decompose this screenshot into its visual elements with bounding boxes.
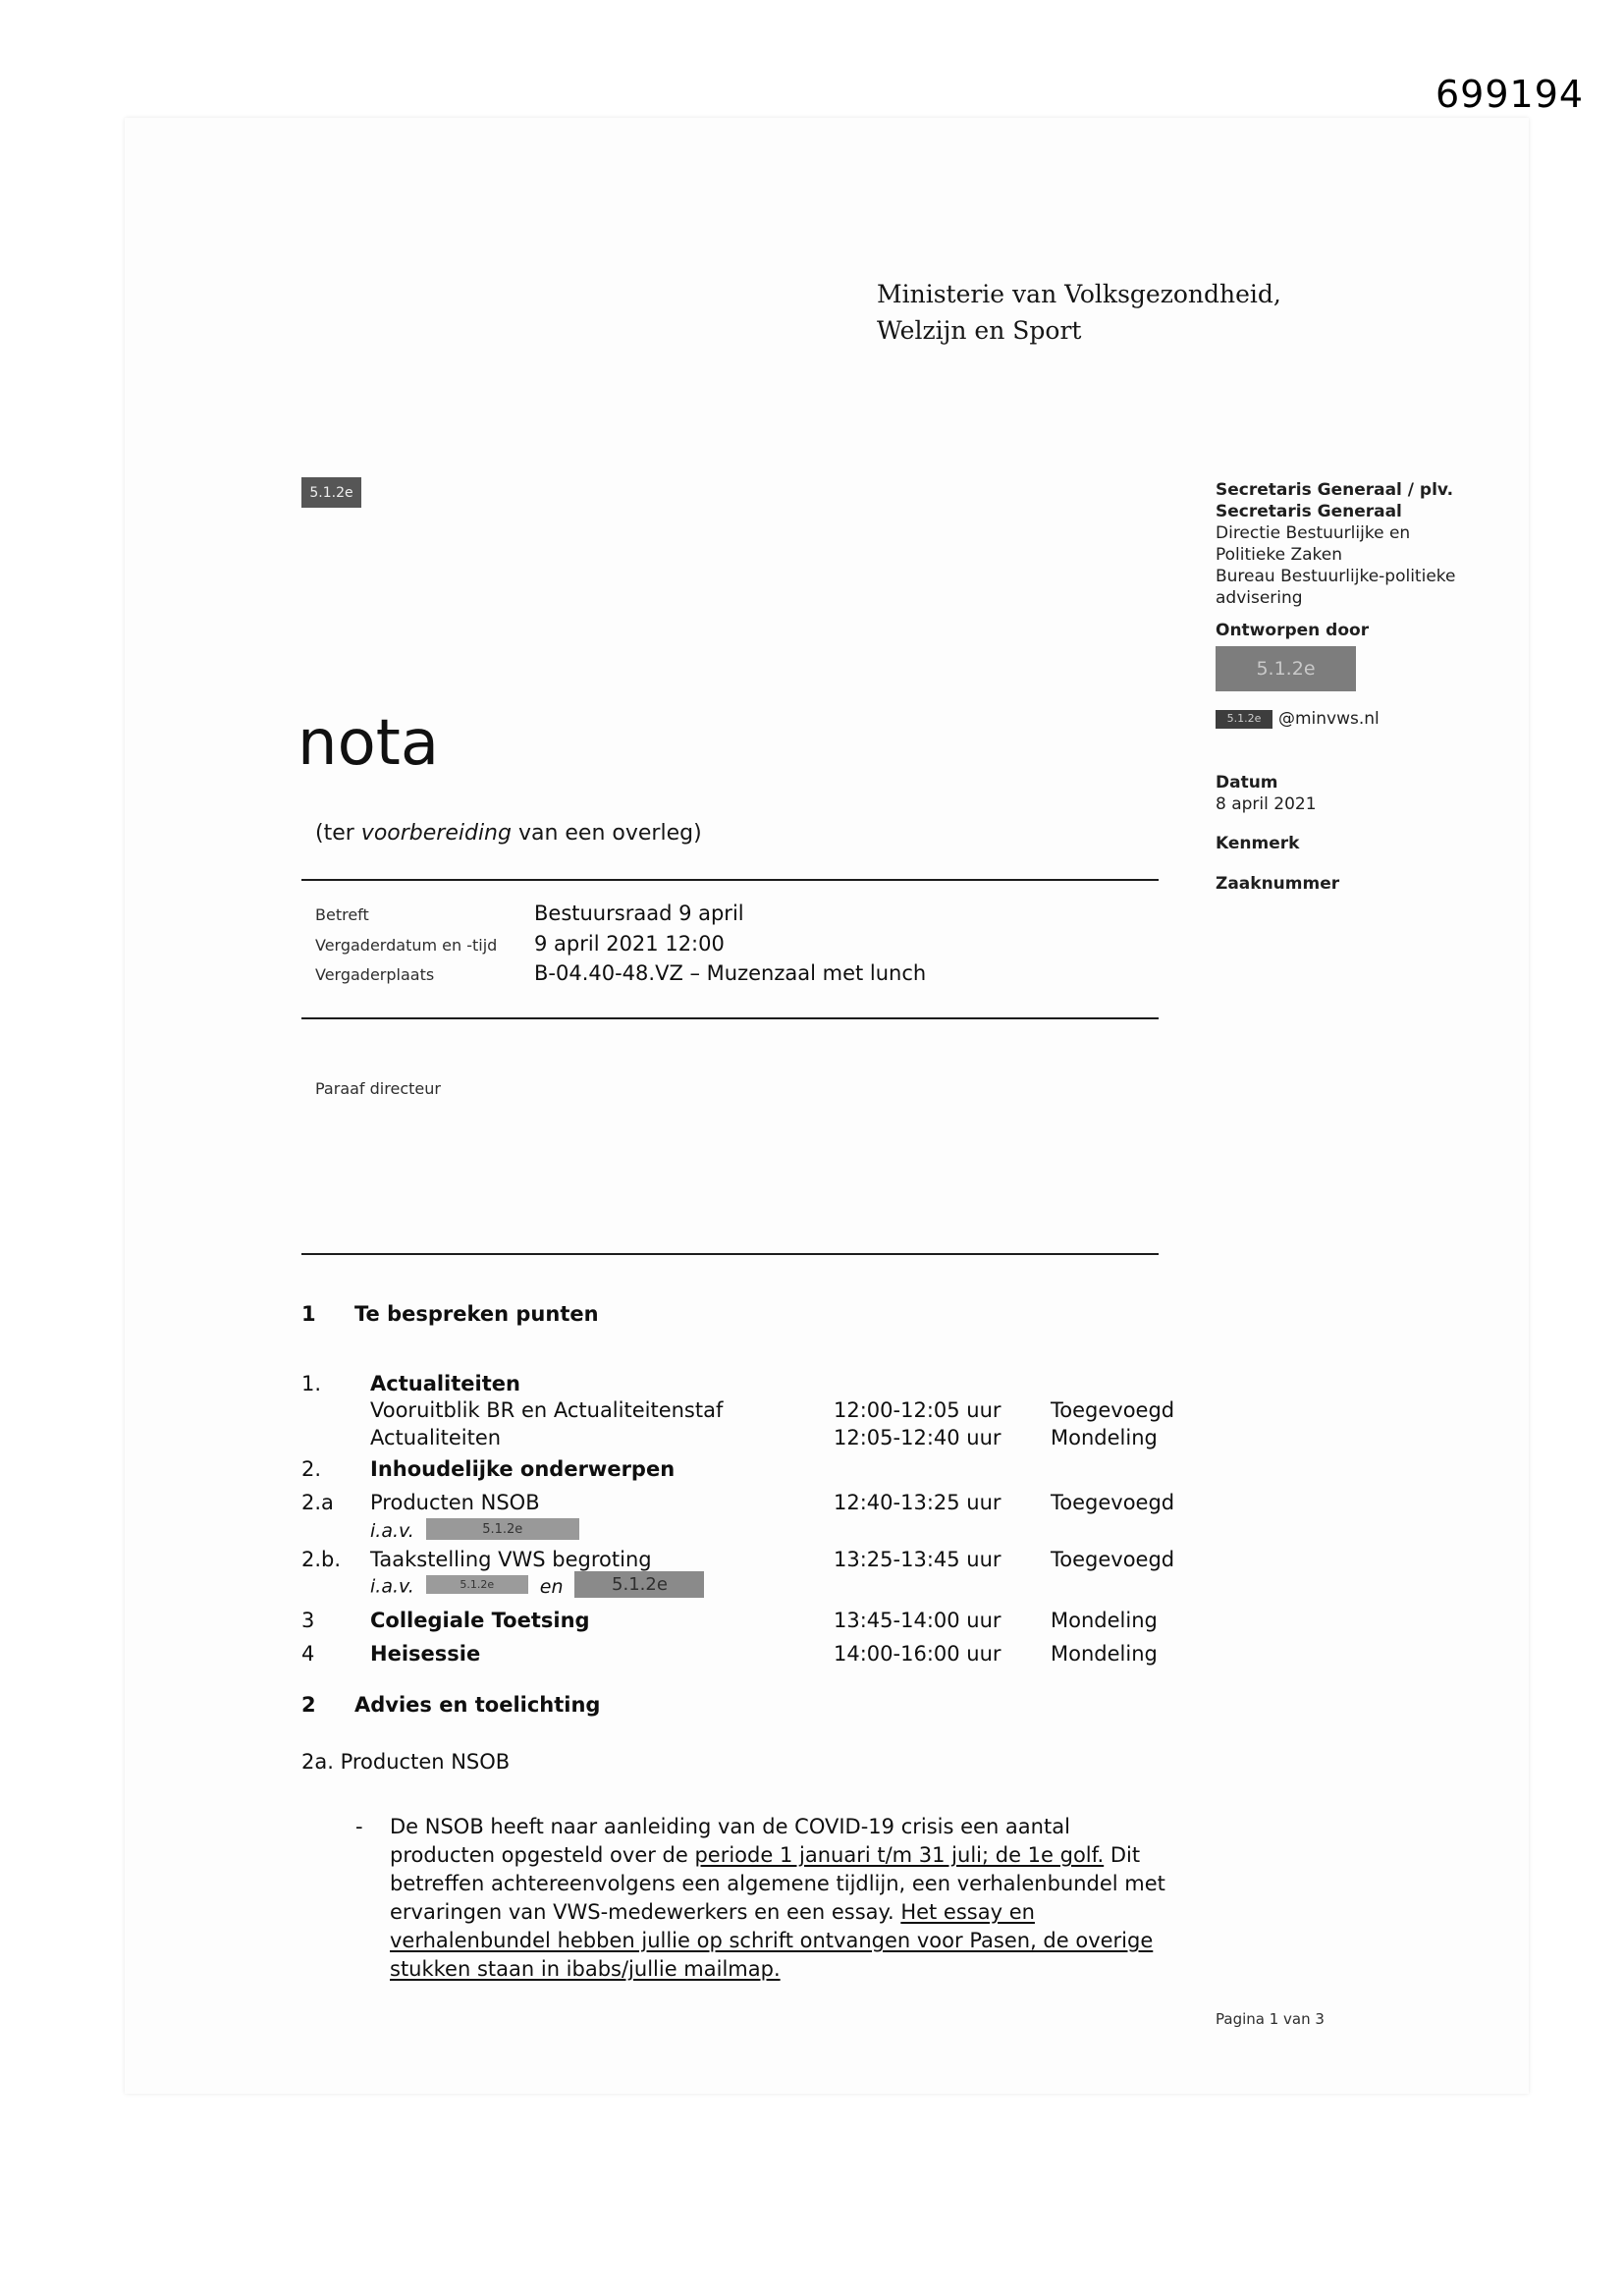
redaction-box: 5.1.2e bbox=[301, 477, 361, 508]
iav-label: i.a.v. bbox=[370, 1520, 414, 1542]
page-number: Pagina 1 van 3 bbox=[1216, 2010, 1325, 2028]
agenda-status: Mondeling bbox=[1051, 1609, 1158, 1632]
agenda-attendees bbox=[370, 1573, 704, 1600]
agenda-attendees-row bbox=[301, 1573, 1391, 1601]
email-row bbox=[1216, 708, 1500, 730]
email-redaction-box: 5.1.2e bbox=[1216, 710, 1272, 729]
agenda-row bbox=[301, 1642, 1391, 1669]
meta-row bbox=[315, 961, 926, 992]
agenda-status: Toegevoegd bbox=[1051, 1548, 1175, 1571]
agenda-row bbox=[301, 1548, 1391, 1575]
meta-label: Vergaderdatum en -tijd bbox=[315, 935, 498, 955]
designer-redaction-box: 5.1.2e bbox=[1216, 646, 1356, 691]
underlined-segment: Het essay en bbox=[900, 1900, 1035, 1924]
section-title: Te bespreken punten bbox=[354, 1302, 599, 1326]
agenda-number: 2.a bbox=[301, 1491, 334, 1514]
agenda-number: 4 bbox=[301, 1642, 315, 1666]
underlined-segment: periode 1 januari t/m 31 juli; de 1e golf. bbox=[694, 1843, 1105, 1867]
attendee-redaction-box: 5.1.2e bbox=[426, 1518, 579, 1540]
agenda-row bbox=[301, 1491, 1391, 1518]
agenda-status: Toegevoegd bbox=[1051, 1491, 1175, 1514]
agenda-row bbox=[301, 1398, 1391, 1426]
email-domain: @minvws.nl bbox=[1278, 709, 1380, 729]
agenda-title: Inhoudelijke onderwerpen bbox=[370, 1457, 676, 1481]
agenda-title: Actualiteiten bbox=[370, 1372, 520, 1395]
agenda-attendees-row bbox=[301, 1518, 1391, 1546]
divider bbox=[301, 879, 1159, 881]
agenda-number: 2.b. bbox=[301, 1548, 342, 1571]
text-segment: ervaringen van VWS-medewerkers en een essay. bbox=[390, 1900, 901, 1924]
section-2-heading bbox=[301, 1693, 600, 1717]
doc-number: 699194 bbox=[1435, 73, 1585, 116]
ministry-line-1: Ministerie van Volksgezondheid, bbox=[877, 280, 1281, 308]
ministry-name bbox=[877, 276, 1281, 349]
agenda-number: 2. bbox=[301, 1457, 322, 1481]
org-unit-line: advisering bbox=[1216, 588, 1303, 608]
agenda-time: 14:00-16:00 uur bbox=[834, 1642, 1001, 1666]
agenda-title: Vooruitblik BR en Actualiteitenstaf bbox=[370, 1398, 724, 1422]
divider bbox=[301, 1017, 1159, 1019]
meta-label: Betreft bbox=[315, 905, 369, 924]
subtitle-close: van een overleg) bbox=[511, 821, 702, 846]
page-sheet bbox=[125, 118, 1529, 2094]
paragraph-text bbox=[390, 1813, 1218, 1984]
meta-row bbox=[315, 902, 926, 932]
subsection-heading: 2a. Producten NSOB bbox=[301, 1750, 511, 1774]
paragraph-line bbox=[390, 1955, 1218, 1984]
section-number: 2 bbox=[301, 1693, 316, 1717]
meta-value: Bestuursraad 9 april bbox=[534, 902, 744, 925]
datum-label: Datum bbox=[1216, 773, 1278, 793]
agenda-time: 13:45-14:00 uur bbox=[834, 1609, 1001, 1632]
datum-value: 8 april 2021 bbox=[1216, 794, 1317, 814]
meta-label: Vergaderplaats bbox=[315, 965, 435, 984]
meta-value: 9 april 2021 12:00 bbox=[534, 931, 725, 956]
agenda-attendees bbox=[370, 1518, 579, 1542]
ontworpen-door-label: Ontworpen door bbox=[1216, 621, 1370, 640]
agenda-number: 1. bbox=[301, 1372, 322, 1395]
underlined-segment: verhalenbundel hebben jullie op schrift ontvangen voor Pasen, de overige bbox=[390, 1929, 1154, 1952]
subtitle-italic: voorbereiding bbox=[360, 821, 512, 846]
agenda-time: 12:40-13:25 uur bbox=[834, 1491, 1001, 1514]
org-unit-line: Secretaris Generaal / plv. bbox=[1216, 480, 1454, 500]
paragraph-line bbox=[390, 1927, 1218, 1955]
divider bbox=[301, 1253, 1159, 1255]
text-segment: De NSOB heeft naar aanleiding van de COVID-19 crisis een aantal bbox=[390, 1815, 1070, 1838]
org-unit-line: Bureau Bestuurlijke-politieke bbox=[1216, 567, 1456, 586]
paragraph-line bbox=[390, 1898, 1218, 1927]
text-segment: betreffen achtereenvolgens een algemene tijdlijn, een verhalenbundel met bbox=[390, 1872, 1165, 1895]
section-1-heading bbox=[301, 1302, 599, 1326]
agenda-title: Collegiale Toetsing bbox=[370, 1609, 590, 1632]
section-number: 1 bbox=[301, 1302, 316, 1326]
agenda-status: Toegevoegd bbox=[1051, 1398, 1175, 1422]
document-metadata-column bbox=[1216, 479, 1500, 895]
agenda-title: Actualiteiten bbox=[370, 1426, 502, 1449]
agenda-number: 3 bbox=[301, 1609, 315, 1632]
zaaknummer-label: Zaaknummer bbox=[1216, 874, 1340, 894]
org-unit-line: Secretaris Generaal bbox=[1216, 502, 1402, 521]
iav-label: i.a.v. bbox=[370, 1575, 414, 1598]
agenda-title: Producten NSOB bbox=[370, 1491, 540, 1514]
bullet-dash: - bbox=[355, 1815, 363, 1838]
kenmerk-label: Kenmerk bbox=[1216, 834, 1300, 853]
document-subtitle bbox=[315, 821, 702, 846]
section-title: Advies en toelichting bbox=[354, 1693, 601, 1717]
meta-value: B-04.40-48.VZ – Muzenzaal met lunch bbox=[534, 961, 927, 985]
ministry-line-2: Welzijn en Sport bbox=[877, 316, 1082, 345]
agenda-row bbox=[301, 1609, 1391, 1636]
agenda-row bbox=[301, 1426, 1391, 1453]
text-segment: Dit bbox=[1104, 1843, 1141, 1867]
agenda-time: 12:00-12:05 uur bbox=[834, 1398, 1001, 1422]
agenda-title: Heisessie bbox=[370, 1642, 481, 1666]
meta-row bbox=[315, 932, 926, 962]
org-unit-line: Directie Bestuurlijke en bbox=[1216, 523, 1411, 543]
agenda-status: Mondeling bbox=[1051, 1642, 1158, 1666]
subtitle-open: (ter bbox=[315, 821, 361, 846]
text-segment: producten opgesteld over de bbox=[390, 1843, 695, 1867]
attendee-redaction-box: 5.1.2e bbox=[426, 1575, 528, 1594]
attendee-redaction-box: 5.1.2e bbox=[574, 1571, 704, 1598]
agenda-row bbox=[301, 1457, 1391, 1485]
body-paragraph bbox=[353, 1813, 1218, 1984]
document-title: nota bbox=[298, 707, 440, 780]
agenda-time: 13:25-13:45 uur bbox=[834, 1548, 1001, 1571]
paragraph-line bbox=[390, 1841, 1218, 1870]
agenda-row bbox=[301, 1372, 1391, 1399]
agenda-title: Taakstelling VWS begroting bbox=[370, 1548, 652, 1571]
en-label: en bbox=[539, 1575, 564, 1598]
meeting-meta bbox=[315, 902, 926, 992]
paragraph-line bbox=[390, 1813, 1218, 1841]
underlined-segment: stukken staan in ibabs/jullie mailmap. bbox=[390, 1957, 781, 1981]
agenda-time: 12:05-12:40 uur bbox=[834, 1426, 1001, 1449]
agenda-status: Mondeling bbox=[1051, 1426, 1158, 1449]
paraaf-directeur-label: Paraaf directeur bbox=[315, 1079, 441, 1098]
org-unit-line: Politieke Zaken bbox=[1216, 545, 1342, 565]
paragraph-line bbox=[390, 1870, 1218, 1898]
